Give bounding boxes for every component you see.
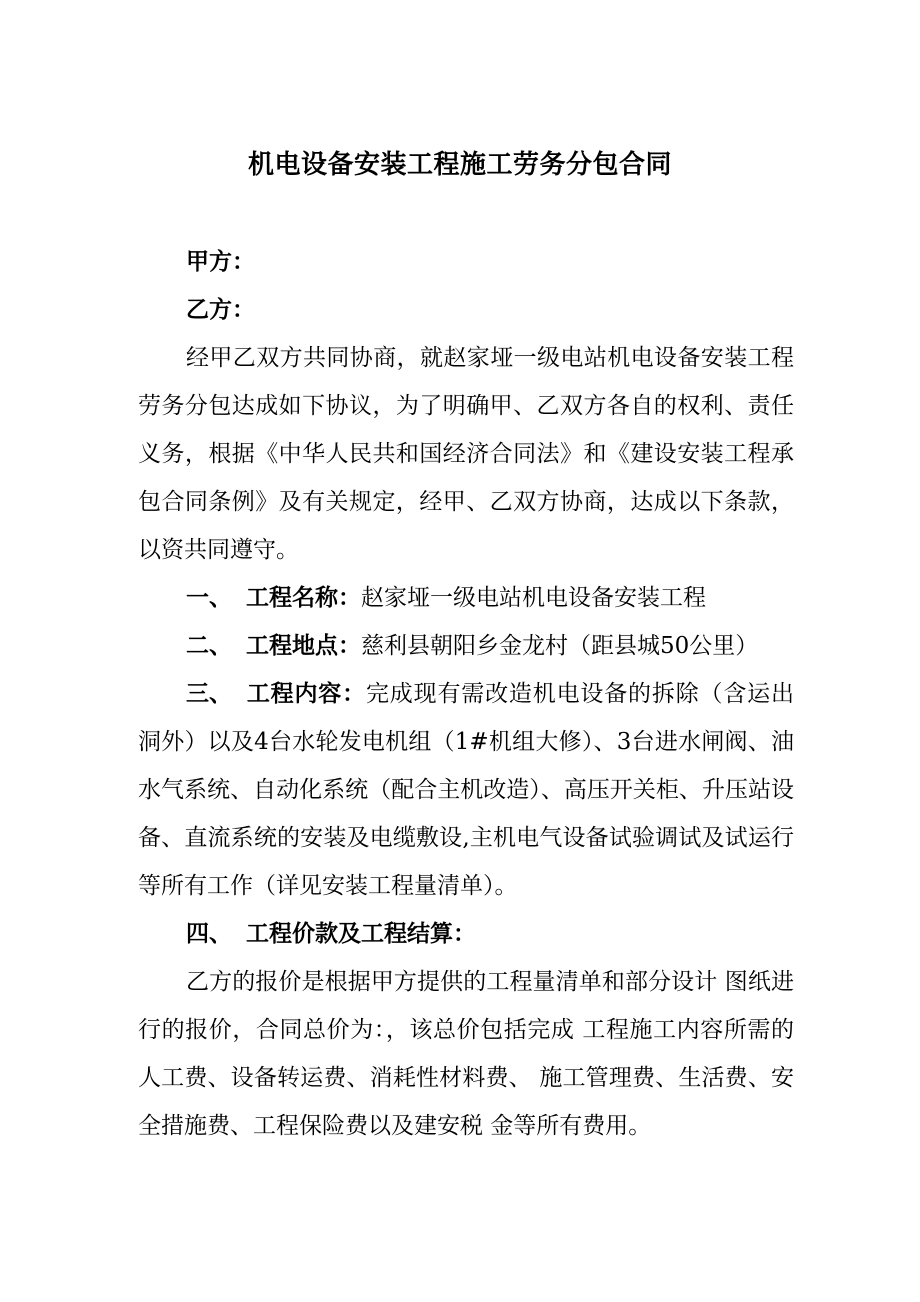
document-title: 机电设备安装工程施工劳务分包合同	[247, 150, 672, 180]
clause-2-number: 二、	[186, 633, 232, 659]
intro-paragraph: 经甲乙双方共同协商，就赵家垭一级电站机电设备安装工程劳务分包达成如下协议，为了明确甲、乙双方各自的权利、责任义务，根据《中华人民共和国经济合同法》和《建设安装工程承包合同条例》及有关规定，经甲、乙双方协商，达成以下条款，以资共同遵守。	[138, 345, 794, 563]
clause-4-label: 工程价款及工程结算：	[246, 921, 476, 947]
clause-4	[138, 910, 794, 958]
clause-2	[138, 622, 794, 670]
clause-2-text: 慈利县朝阳乡金龙村（距县城50公里）	[361, 633, 759, 659]
price-paragraph: 乙方的报价是根据甲方提供的工程量清单和部分设计 图纸进行的报价，合同总价为：，该总价包括完成 工程施工内容所需的人工费、设备转运费、消耗性材料费、 施工管理费、生活费、安全措施费、工程保险费以及建安税 金等所有费用。	[138, 969, 794, 1139]
clause-3-label: 工程内容：	[246, 681, 366, 707]
clause-1-text: 赵家垭一级电站机电设备安装工程	[361, 585, 706, 611]
party-b-line: 乙方：	[186, 297, 255, 323]
document-body	[138, 238, 794, 1150]
clause-4-number: 四、	[186, 921, 232, 947]
clause-3-number: 三、	[186, 681, 232, 707]
clause-3	[138, 670, 794, 910]
clause-1-label: 工程名称：	[246, 585, 361, 611]
clause-2-label: 工程地点：	[246, 633, 361, 659]
party-a-line: 甲方：	[186, 249, 255, 275]
clause-1	[138, 574, 794, 622]
clause-1-number: 一、	[186, 585, 232, 611]
clause-3-text: 完成现有需改造机电设备的拆除（含运出洞外）以及4台水轮发电机组（1#机组大修）、3台进水闸阀、油水气系统、自动化系统（配合主机改造）、高压开关柜、升压站设备、直流系统的安装及电缆敷设,主机电气设备试验调试及试运行等所有工作（详见安装工程量清单）。	[138, 681, 795, 899]
